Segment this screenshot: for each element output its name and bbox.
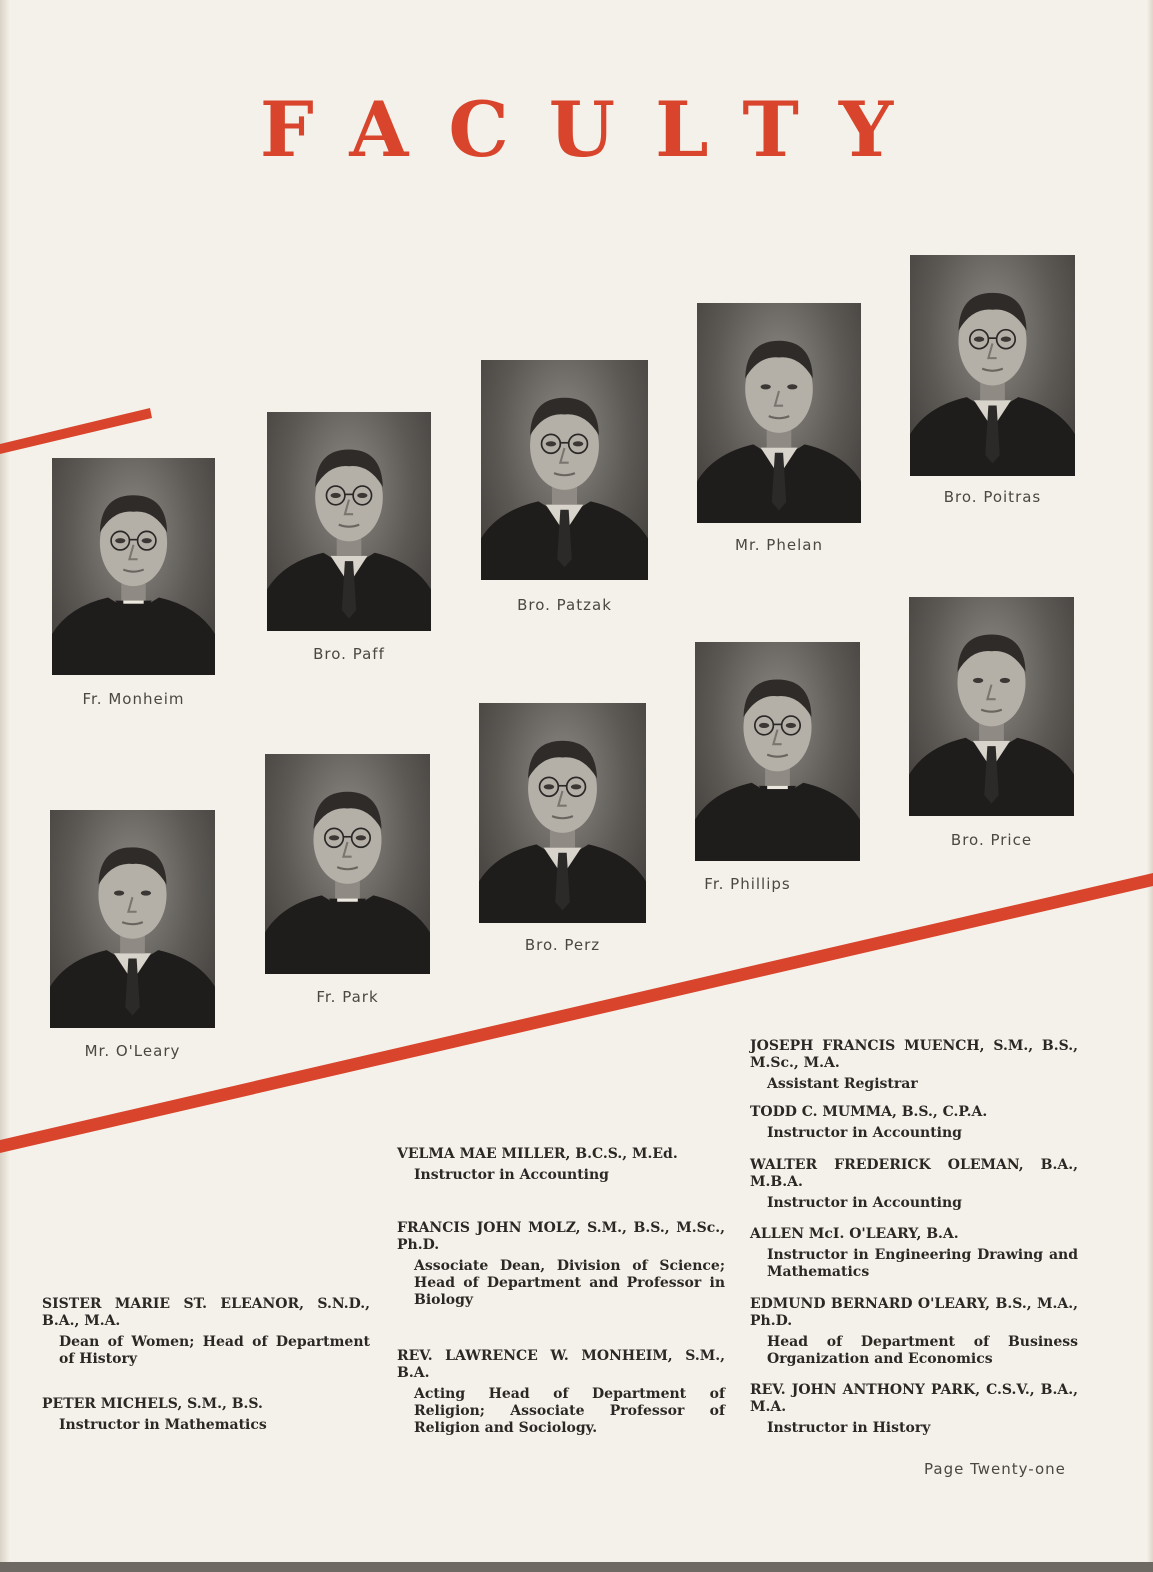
portrait-mr-phelan [697,303,861,523]
eye [115,538,125,543]
portrait-fr-park [265,754,430,974]
faculty-role: Acting Head of Department of Religion; Associate Professor of Religion and Sociology. [414,1386,725,1436]
eye [761,384,771,389]
faculty-entry [750,1038,1078,1093]
eye [573,441,583,446]
faculty-name: TODD C. MUMMA, B.S., C.P.A. [750,1104,988,1120]
eye [974,337,984,342]
caption-bro-perz: Bro. Perz [524,936,601,954]
portrait-figure [909,597,1074,816]
faculty-name: SISTER MARIE ST. ELEANOR, S.N.D., B.A., M.A. [42,1296,370,1329]
faculty-name: EDMUND BERNARD O'LEARY, B.S., M.A., Ph.D. [750,1296,1078,1329]
faculty-entry [750,1226,1078,1281]
page-bottom-edge [0,1562,1153,1572]
portrait-fr-phillips [695,642,860,861]
upper-red-stripe [0,408,152,454]
caption-bro-poitras: Bro. Poitras [943,488,1042,506]
caption-fr-phillips: Fr. Phillips [704,875,791,893]
eye [787,384,797,389]
portrait-bro-patzak [481,360,648,580]
portrait-figure [481,360,648,580]
faculty-role: Instructor in Mathematics [59,1417,267,1433]
portrait-fr-monheim [52,458,215,675]
portrait-mr-oleary [50,810,215,1028]
faculty-name: REV. LAWRENCE W. MONHEIM, S.M., B.A. [397,1348,725,1381]
eye [331,493,341,498]
portrait-figure [695,642,860,861]
faculty-entry [397,1220,725,1309]
faculty-role: Instructor in Engineering Drawing and Mathematics [767,1247,1078,1280]
faculty-name: PETER MICHELS, S.M., B.S. [42,1396,263,1412]
eye [114,890,124,895]
portrait-figure [52,458,215,675]
eye [1001,337,1011,342]
faculty-entry [42,1296,370,1368]
portrait-figure [479,703,646,923]
caption-bro-patzak: Bro. Patzak [517,596,612,614]
caption-bro-price: Bro. Price [950,831,1033,849]
page-title: FACULTY [259,85,934,174]
faculty-name: VELMA MAE MILLER, B.C.S., M.Ed. [397,1146,678,1162]
caption-bro-paff: Bro. Paff [313,645,385,663]
eye [141,890,151,895]
eye [571,784,581,789]
portrait-bro-poitras [910,255,1075,476]
eye [544,784,554,789]
faculty-entry [397,1146,725,1184]
portrait-bro-price [909,597,1074,816]
faculty-role: Instructor in History [767,1420,931,1436]
portrait-bro-paff [267,412,431,631]
eye [1000,678,1010,683]
eye [357,493,367,498]
eye [329,835,339,840]
portrait-figure [50,810,215,1028]
faculty-entry [750,1296,1078,1368]
faculty-role: Instructor in Accounting [414,1167,609,1183]
faculty-role: Instructor in Accounting [767,1195,962,1211]
portrait-figure [265,754,430,974]
faculty-entry [750,1157,1078,1212]
faculty-role: Head of Department of Business Organization and Economics [767,1334,1078,1367]
faculty-role: Associate Dean, Division of Science; Head of Department and Professor in Biology [414,1258,725,1308]
eye [973,678,983,683]
caption-fr-park: Fr. Park [316,988,379,1006]
portrait-figure [697,303,861,523]
eye [142,538,152,543]
faculty-entry [750,1104,1078,1142]
caption-fr-monheim: Fr. Monheim [82,690,185,708]
faculty-entry [750,1382,1078,1437]
faculty-entry [42,1396,370,1434]
faculty-name: JOSEPH FRANCIS MUENCH, S.M., B.S., M.Sc., M.A. [750,1038,1078,1071]
caption-mr-oleary: Mr. O'Leary [84,1042,181,1060]
faculty-role: Instructor in Accounting [767,1125,962,1141]
portrait-bro-perz [479,703,646,923]
eye [786,723,796,728]
caption-mr-phelan: Mr. Phelan [735,536,823,554]
eye [546,441,556,446]
faculty-name: FRANCIS JOHN MOLZ, S.M., B.S., M.Sc., Ph.D. [397,1220,725,1253]
faculty-name: WALTER FREDERICK OLEMAN, B.A., M.B.A. [750,1157,1078,1190]
portrait-figure [910,255,1075,476]
page-number: Page Twenty-one [924,1460,1066,1478]
faculty-name: REV. JOHN ANTHONY PARK, C.S.V., B.A., M.A. [750,1382,1078,1415]
faculty-role: Assistant Registrar [767,1076,918,1092]
eye [356,835,366,840]
faculty-entry [397,1348,725,1437]
eye [759,723,769,728]
portrait-figure [267,412,431,631]
faculty-role: Dean of Women; Head of Department of History [59,1334,370,1367]
faculty-name: ALLEN McI. O'LEARY, B.A. [750,1226,959,1242]
